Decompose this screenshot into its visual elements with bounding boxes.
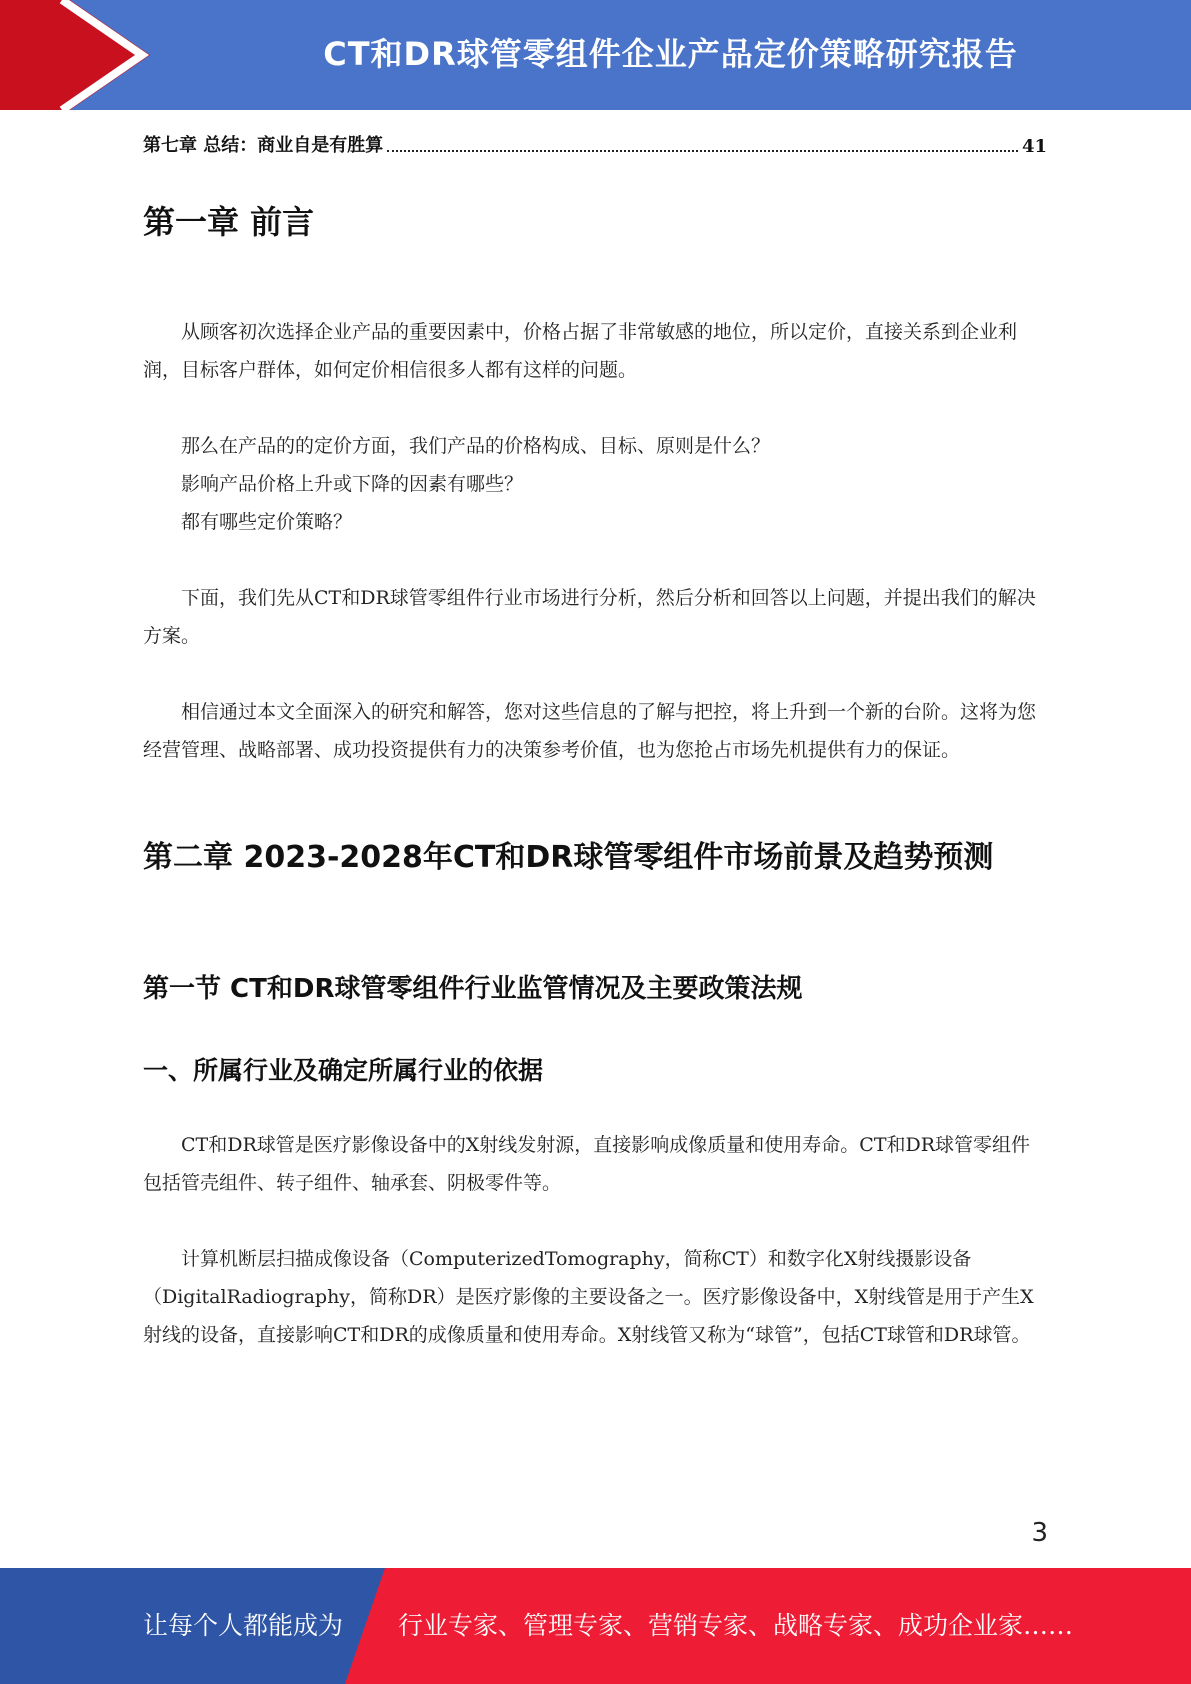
red-chevron-icon [0,0,150,110]
header-banner [0,0,1191,110]
chapter-2-heading: 第二章 2023-2028年CT和DR球管零组件市场前景及趋势预测 [143,839,994,875]
toc-leader-dots [387,150,1018,152]
page-number: 3 [1031,1518,1048,1548]
toc-entry[interactable] [143,131,1047,157]
paragraph: 那么在产品的的定价方面，我们产品的价格构成、目标、原则是什么？ [181,434,771,457]
paragraph: 下面，我们先从CT和DR球管零组件行业市场进行分析，然后分析和回答以上问题，并提出我们的解决方案。 [143,586,1036,647]
toc-entry-page: 41 [1021,136,1047,157]
report-title: CT和DR球管零组件企业产品定价策略研究报告 [323,35,1018,73]
paragraph: 从顾客初次选择企业产品的重要因素中，价格占据了非常敏感的地位，所以定价，直接关系到企业利润，目标客户群体，如何定价相信很多人都有这样的问题。 [143,320,1018,381]
paragraph: 相信通过本文全面深入的研究和解答，您对这些信息的了解与把控，将上升到一个新的台阶。这将为您经营管理、战略部署、成功投资提供有力的决策参考价值，也为您抢占市场先机提供有力的保证。 [143,700,1037,761]
footer-slogan-right: 行业专家、管理专家、营销专家、战略专家、成功企业家…… [398,1611,1074,1640]
chapter-1-heading: 第一章 前言 [143,203,315,241]
paragraph: 都有哪些定价策略？ [181,510,353,533]
paragraph: 计算机断层扫描成像设备（ComputerizedTomography，简称CT）和数字化X射线摄影设备（DigitalRadiography，简称DR）是医疗影像的主要设备之一。医疗影像设备中，X射线管是用于产生X射线的设备，直接影响CT和DR的成像质量和使用寿命。X射线管又称为“球管”，包括CT球管和DR球管。 [143,1248,1034,1347]
footer-slogan-left: 让每个人都能成为 [143,1611,344,1640]
toc-entry-label: 第七章 总结：商业自是有胜算 [143,135,384,156]
paragraph: 影响产品价格上升或下降的因素有哪些？ [181,472,524,495]
document-body [143,178,1047,1354]
section-1-heading: 第一节 CT和DR球管零组件行业监管情况及主要政策法规 [143,973,803,1004]
paragraph: CT和DR球管是医疗影像设备中的X射线发射源，直接影响成像质量和使用寿命。CT和DR球管零组件包括管壳组件、转子组件、轴承套、阴极零件等。 [143,1134,1031,1195]
footer-banner [0,1568,1191,1684]
subsection-1-heading: 一、所属行业及确定所属行业的依据 [143,1056,544,1086]
